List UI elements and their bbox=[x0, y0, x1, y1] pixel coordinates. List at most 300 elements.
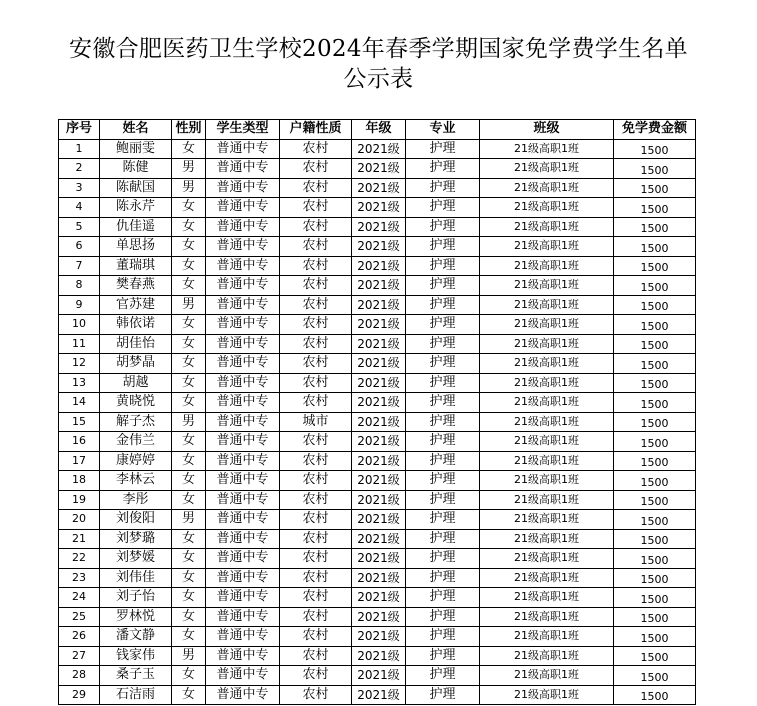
cell-seq: 20 bbox=[59, 510, 100, 530]
cell-gender: 女 bbox=[172, 237, 206, 257]
cell-gender: 女 bbox=[172, 471, 206, 491]
table-row bbox=[59, 412, 696, 432]
cell-class: 21级高职1班 bbox=[480, 393, 614, 413]
cell-seq: 19 bbox=[59, 490, 100, 510]
cell-seq: 28 bbox=[59, 666, 100, 686]
table-row bbox=[59, 237, 696, 257]
table-row bbox=[59, 588, 696, 608]
cell-gender: 男 bbox=[172, 510, 206, 530]
cell-student-type: 普通中专 bbox=[206, 373, 280, 393]
cell-student-type: 普通中专 bbox=[206, 178, 280, 198]
cell-household: 农村 bbox=[280, 139, 352, 159]
cell-gender: 女 bbox=[172, 666, 206, 686]
cell-name: 陈献国 bbox=[100, 178, 172, 198]
cell-student-type: 普通中专 bbox=[206, 607, 280, 627]
cell-major: 护理 bbox=[406, 198, 480, 218]
table-row bbox=[59, 568, 696, 588]
cell-class: 21级高职1班 bbox=[480, 412, 614, 432]
table-row bbox=[59, 646, 696, 666]
cell-household: 农村 bbox=[280, 451, 352, 471]
cell-household: 农村 bbox=[280, 256, 352, 276]
table-row bbox=[59, 334, 696, 354]
cell-name: 李彤 bbox=[100, 490, 172, 510]
table-row bbox=[59, 198, 696, 218]
cell-class: 21级高职1班 bbox=[480, 295, 614, 315]
cell-class: 21级高职1班 bbox=[480, 159, 614, 179]
header-row bbox=[59, 120, 696, 140]
cell-amount: 1500 bbox=[614, 666, 696, 686]
cell-seq: 22 bbox=[59, 549, 100, 569]
cell-class: 21级高职1班 bbox=[480, 178, 614, 198]
cell-seq: 16 bbox=[59, 432, 100, 452]
cell-name: 樊春燕 bbox=[100, 276, 172, 296]
cell-major: 护理 bbox=[406, 139, 480, 159]
cell-major: 护理 bbox=[406, 237, 480, 257]
table-row bbox=[59, 471, 696, 491]
table-row bbox=[59, 217, 696, 237]
table-row bbox=[59, 373, 696, 393]
cell-major: 护理 bbox=[406, 393, 480, 413]
cell-seq: 29 bbox=[59, 685, 100, 705]
cell-student-type: 普通中专 bbox=[206, 432, 280, 452]
cell-gender: 男 bbox=[172, 295, 206, 315]
cell-student-type: 普通中专 bbox=[206, 471, 280, 491]
cell-name: 刘伟佳 bbox=[100, 568, 172, 588]
cell-household: 农村 bbox=[280, 588, 352, 608]
cell-amount: 1500 bbox=[614, 432, 696, 452]
cell-grade: 2021级 bbox=[352, 334, 406, 354]
cell-gender: 女 bbox=[172, 529, 206, 549]
cell-major: 护理 bbox=[406, 373, 480, 393]
cell-name: 仇佳遥 bbox=[100, 217, 172, 237]
cell-household: 农村 bbox=[280, 178, 352, 198]
cell-household: 农村 bbox=[280, 276, 352, 296]
cell-gender: 女 bbox=[172, 373, 206, 393]
cell-gender: 男 bbox=[172, 646, 206, 666]
cell-household: 农村 bbox=[280, 549, 352, 569]
cell-grade: 2021级 bbox=[352, 451, 406, 471]
cell-gender: 女 bbox=[172, 217, 206, 237]
cell-grade: 2021级 bbox=[352, 549, 406, 569]
cell-amount: 1500 bbox=[614, 139, 696, 159]
cell-seq: 6 bbox=[59, 237, 100, 257]
cell-seq: 4 bbox=[59, 198, 100, 218]
cell-name: 解子杰 bbox=[100, 412, 172, 432]
cell-household: 农村 bbox=[280, 354, 352, 374]
cell-household: 农村 bbox=[280, 432, 352, 452]
cell-student-type: 普通中专 bbox=[206, 393, 280, 413]
header-name: 姓名 bbox=[100, 120, 172, 140]
cell-seq: 17 bbox=[59, 451, 100, 471]
cell-gender: 女 bbox=[172, 588, 206, 608]
cell-class: 21级高职1班 bbox=[480, 471, 614, 491]
cell-amount: 1500 bbox=[614, 276, 696, 296]
cell-seq: 2 bbox=[59, 159, 100, 179]
cell-amount: 1500 bbox=[614, 412, 696, 432]
cell-amount: 1500 bbox=[614, 568, 696, 588]
cell-name: 金伟兰 bbox=[100, 432, 172, 452]
table-body bbox=[59, 139, 696, 705]
cell-student-type: 普通中专 bbox=[206, 217, 280, 237]
cell-amount: 1500 bbox=[614, 178, 696, 198]
cell-name: 刘子怡 bbox=[100, 588, 172, 608]
table-row bbox=[59, 627, 696, 647]
cell-grade: 2021级 bbox=[352, 354, 406, 374]
cell-class: 21级高职1班 bbox=[480, 627, 614, 647]
table-row bbox=[59, 295, 696, 315]
table-row bbox=[59, 451, 696, 471]
cell-student-type: 普通中专 bbox=[206, 237, 280, 257]
cell-gender: 女 bbox=[172, 607, 206, 627]
table-row bbox=[59, 510, 696, 530]
cell-grade: 2021级 bbox=[352, 510, 406, 530]
cell-student-type: 普通中专 bbox=[206, 568, 280, 588]
cell-major: 护理 bbox=[406, 217, 480, 237]
cell-gender: 女 bbox=[172, 490, 206, 510]
table-row bbox=[59, 529, 696, 549]
cell-major: 护理 bbox=[406, 412, 480, 432]
cell-grade: 2021级 bbox=[352, 685, 406, 705]
header-amount: 免学费金额 bbox=[614, 120, 696, 140]
cell-major: 护理 bbox=[406, 451, 480, 471]
cell-amount: 1500 bbox=[614, 588, 696, 608]
student-list-table bbox=[58, 119, 696, 705]
cell-seq: 23 bbox=[59, 568, 100, 588]
cell-gender: 女 bbox=[172, 393, 206, 413]
cell-seq: 7 bbox=[59, 256, 100, 276]
cell-amount: 1500 bbox=[614, 393, 696, 413]
header-gender: 性别 bbox=[172, 120, 206, 140]
cell-seq: 25 bbox=[59, 607, 100, 627]
cell-class: 21级高职1班 bbox=[480, 451, 614, 471]
cell-gender: 女 bbox=[172, 354, 206, 374]
cell-seq: 3 bbox=[59, 178, 100, 198]
header-seq: 序号 bbox=[59, 120, 100, 140]
table-row bbox=[59, 490, 696, 510]
cell-grade: 2021级 bbox=[352, 666, 406, 686]
cell-class: 21级高职1班 bbox=[480, 666, 614, 686]
cell-class: 21级高职1班 bbox=[480, 685, 614, 705]
table-row bbox=[59, 393, 696, 413]
table-row bbox=[59, 276, 696, 296]
cell-gender: 女 bbox=[172, 627, 206, 647]
header-major: 专业 bbox=[406, 120, 480, 140]
cell-class: 21级高职1班 bbox=[480, 139, 614, 159]
cell-student-type: 普通中专 bbox=[206, 354, 280, 374]
table-row bbox=[59, 256, 696, 276]
cell-household: 农村 bbox=[280, 373, 352, 393]
cell-class: 21级高职1班 bbox=[480, 490, 614, 510]
cell-name: 石洁雨 bbox=[100, 685, 172, 705]
cell-household: 农村 bbox=[280, 198, 352, 218]
table-row bbox=[59, 432, 696, 452]
cell-grade: 2021级 bbox=[352, 568, 406, 588]
cell-student-type: 普通中专 bbox=[206, 529, 280, 549]
cell-class: 21级高职1班 bbox=[480, 237, 614, 257]
cell-seq: 10 bbox=[59, 315, 100, 335]
cell-seq: 21 bbox=[59, 529, 100, 549]
cell-seq: 26 bbox=[59, 627, 100, 647]
cell-grade: 2021级 bbox=[352, 393, 406, 413]
cell-class: 21级高职1班 bbox=[480, 510, 614, 530]
cell-name: 陈永芹 bbox=[100, 198, 172, 218]
cell-major: 护理 bbox=[406, 354, 480, 374]
cell-seq: 11 bbox=[59, 334, 100, 354]
cell-amount: 1500 bbox=[614, 159, 696, 179]
header-household: 户籍性质 bbox=[280, 120, 352, 140]
cell-grade: 2021级 bbox=[352, 646, 406, 666]
cell-household: 农村 bbox=[280, 159, 352, 179]
cell-grade: 2021级 bbox=[352, 276, 406, 296]
cell-name: 李林云 bbox=[100, 471, 172, 491]
cell-gender: 男 bbox=[172, 159, 206, 179]
cell-student-type: 普通中专 bbox=[206, 451, 280, 471]
cell-name: 刘梦媛 bbox=[100, 549, 172, 569]
cell-major: 护理 bbox=[406, 646, 480, 666]
cell-class: 21级高职1班 bbox=[480, 646, 614, 666]
cell-amount: 1500 bbox=[614, 373, 696, 393]
cell-class: 21级高职1班 bbox=[480, 217, 614, 237]
cell-gender: 男 bbox=[172, 178, 206, 198]
cell-amount: 1500 bbox=[614, 471, 696, 491]
cell-major: 护理 bbox=[406, 432, 480, 452]
cell-household: 农村 bbox=[280, 685, 352, 705]
table-row bbox=[59, 159, 696, 179]
cell-amount: 1500 bbox=[614, 334, 696, 354]
cell-seq: 13 bbox=[59, 373, 100, 393]
cell-name: 胡佳怡 bbox=[100, 334, 172, 354]
cell-major: 护理 bbox=[406, 666, 480, 686]
cell-seq: 12 bbox=[59, 354, 100, 374]
cell-amount: 1500 bbox=[614, 646, 696, 666]
cell-amount: 1500 bbox=[614, 529, 696, 549]
cell-name: 刘俊阳 bbox=[100, 510, 172, 530]
cell-household: 农村 bbox=[280, 510, 352, 530]
cell-class: 21级高职1班 bbox=[480, 276, 614, 296]
cell-class: 21级高职1班 bbox=[480, 607, 614, 627]
cell-amount: 1500 bbox=[614, 237, 696, 257]
table-row bbox=[59, 315, 696, 335]
cell-name: 黄晓悦 bbox=[100, 393, 172, 413]
cell-household: 城市 bbox=[280, 412, 352, 432]
cell-name: 刘梦璐 bbox=[100, 529, 172, 549]
cell-amount: 1500 bbox=[614, 549, 696, 569]
cell-seq: 24 bbox=[59, 588, 100, 608]
cell-name: 胡越 bbox=[100, 373, 172, 393]
cell-major: 护理 bbox=[406, 315, 480, 335]
cell-gender: 女 bbox=[172, 432, 206, 452]
cell-amount: 1500 bbox=[614, 685, 696, 705]
cell-gender: 女 bbox=[172, 139, 206, 159]
table-row bbox=[59, 666, 696, 686]
page-title bbox=[0, 34, 757, 94]
cell-student-type: 普通中专 bbox=[206, 490, 280, 510]
cell-major: 护理 bbox=[406, 159, 480, 179]
cell-amount: 1500 bbox=[614, 607, 696, 627]
cell-name: 董瑞琪 bbox=[100, 256, 172, 276]
cell-seq: 14 bbox=[59, 393, 100, 413]
cell-grade: 2021级 bbox=[352, 198, 406, 218]
cell-student-type: 普通中专 bbox=[206, 295, 280, 315]
cell-class: 21级高职1班 bbox=[480, 315, 614, 335]
cell-major: 护理 bbox=[406, 510, 480, 530]
cell-class: 21级高职1班 bbox=[480, 568, 614, 588]
table-row bbox=[59, 685, 696, 705]
cell-seq: 15 bbox=[59, 412, 100, 432]
cell-amount: 1500 bbox=[614, 451, 696, 471]
cell-class: 21级高职1班 bbox=[480, 334, 614, 354]
cell-seq: 18 bbox=[59, 471, 100, 491]
cell-major: 护理 bbox=[406, 549, 480, 569]
cell-seq: 5 bbox=[59, 217, 100, 237]
table-row bbox=[59, 178, 696, 198]
cell-household: 农村 bbox=[280, 607, 352, 627]
cell-name: 胡梦晶 bbox=[100, 354, 172, 374]
cell-name: 陈健 bbox=[100, 159, 172, 179]
cell-gender: 女 bbox=[172, 256, 206, 276]
table-row bbox=[59, 549, 696, 569]
cell-student-type: 普通中专 bbox=[206, 549, 280, 569]
cell-class: 21级高职1班 bbox=[480, 373, 614, 393]
cell-household: 农村 bbox=[280, 490, 352, 510]
cell-class: 21级高职1班 bbox=[480, 432, 614, 452]
table-row bbox=[59, 139, 696, 159]
cell-name: 鲍丽雯 bbox=[100, 139, 172, 159]
cell-gender: 女 bbox=[172, 685, 206, 705]
cell-student-type: 普通中专 bbox=[206, 685, 280, 705]
cell-student-type: 普通中专 bbox=[206, 334, 280, 354]
cell-household: 农村 bbox=[280, 393, 352, 413]
cell-student-type: 普通中专 bbox=[206, 276, 280, 296]
cell-major: 护理 bbox=[406, 295, 480, 315]
cell-student-type: 普通中专 bbox=[206, 159, 280, 179]
cell-class: 21级高职1班 bbox=[480, 588, 614, 608]
cell-class: 21级高职1班 bbox=[480, 354, 614, 374]
cell-household: 农村 bbox=[280, 471, 352, 491]
cell-household: 农村 bbox=[280, 666, 352, 686]
header-class: 班级 bbox=[480, 120, 614, 140]
cell-amount: 1500 bbox=[614, 315, 696, 335]
cell-name: 钱家伟 bbox=[100, 646, 172, 666]
cell-grade: 2021级 bbox=[352, 412, 406, 432]
cell-household: 农村 bbox=[280, 529, 352, 549]
cell-amount: 1500 bbox=[614, 627, 696, 647]
cell-household: 农村 bbox=[280, 217, 352, 237]
cell-amount: 1500 bbox=[614, 256, 696, 276]
cell-grade: 2021级 bbox=[352, 607, 406, 627]
cell-household: 农村 bbox=[280, 295, 352, 315]
cell-major: 护理 bbox=[406, 588, 480, 608]
cell-grade: 2021级 bbox=[352, 178, 406, 198]
cell-household: 农村 bbox=[280, 315, 352, 335]
cell-major: 护理 bbox=[406, 178, 480, 198]
cell-name: 单思扬 bbox=[100, 237, 172, 257]
header-grade: 年级 bbox=[352, 120, 406, 140]
header-student-type: 学生类型 bbox=[206, 120, 280, 140]
cell-amount: 1500 bbox=[614, 198, 696, 218]
cell-student-type: 普通中专 bbox=[206, 256, 280, 276]
cell-major: 护理 bbox=[406, 607, 480, 627]
cell-grade: 2021级 bbox=[352, 295, 406, 315]
cell-grade: 2021级 bbox=[352, 490, 406, 510]
cell-amount: 1500 bbox=[614, 295, 696, 315]
table-row bbox=[59, 354, 696, 374]
cell-name: 桑子玉 bbox=[100, 666, 172, 686]
cell-seq: 1 bbox=[59, 139, 100, 159]
cell-student-type: 普通中专 bbox=[206, 588, 280, 608]
cell-grade: 2021级 bbox=[352, 432, 406, 452]
cell-seq: 8 bbox=[59, 276, 100, 296]
cell-grade: 2021级 bbox=[352, 256, 406, 276]
cell-name: 罗林悦 bbox=[100, 607, 172, 627]
cell-student-type: 普通中专 bbox=[206, 139, 280, 159]
cell-amount: 1500 bbox=[614, 354, 696, 374]
cell-grade: 2021级 bbox=[352, 373, 406, 393]
title-line-2: 公示表 bbox=[343, 66, 414, 92]
cell-student-type: 普通中专 bbox=[206, 666, 280, 686]
cell-student-type: 普通中专 bbox=[206, 198, 280, 218]
cell-household: 农村 bbox=[280, 646, 352, 666]
cell-class: 21级高职1班 bbox=[480, 198, 614, 218]
cell-grade: 2021级 bbox=[352, 159, 406, 179]
cell-gender: 女 bbox=[172, 568, 206, 588]
cell-gender: 女 bbox=[172, 315, 206, 335]
cell-grade: 2021级 bbox=[352, 139, 406, 159]
cell-major: 护理 bbox=[406, 627, 480, 647]
cell-grade: 2021级 bbox=[352, 471, 406, 491]
cell-seq: 27 bbox=[59, 646, 100, 666]
cell-gender: 女 bbox=[172, 198, 206, 218]
cell-grade: 2021级 bbox=[352, 315, 406, 335]
cell-major: 护理 bbox=[406, 568, 480, 588]
cell-household: 农村 bbox=[280, 237, 352, 257]
cell-grade: 2021级 bbox=[352, 237, 406, 257]
cell-grade: 2021级 bbox=[352, 529, 406, 549]
cell-gender: 女 bbox=[172, 276, 206, 296]
cell-major: 护理 bbox=[406, 529, 480, 549]
cell-name: 韩依诺 bbox=[100, 315, 172, 335]
cell-name: 官苏建 bbox=[100, 295, 172, 315]
cell-major: 护理 bbox=[406, 256, 480, 276]
cell-household: 农村 bbox=[280, 568, 352, 588]
cell-class: 21级高职1班 bbox=[480, 256, 614, 276]
cell-household: 农村 bbox=[280, 627, 352, 647]
cell-major: 护理 bbox=[406, 334, 480, 354]
cell-amount: 1500 bbox=[614, 510, 696, 530]
cell-gender: 女 bbox=[172, 451, 206, 471]
cell-name: 潘文静 bbox=[100, 627, 172, 647]
table-row bbox=[59, 607, 696, 627]
cell-seq: 9 bbox=[59, 295, 100, 315]
cell-gender: 女 bbox=[172, 334, 206, 354]
cell-student-type: 普通中专 bbox=[206, 510, 280, 530]
cell-student-type: 普通中专 bbox=[206, 627, 280, 647]
cell-amount: 1500 bbox=[614, 490, 696, 510]
cell-gender: 女 bbox=[172, 549, 206, 569]
cell-household: 农村 bbox=[280, 334, 352, 354]
cell-grade: 2021级 bbox=[352, 627, 406, 647]
cell-class: 21级高职1班 bbox=[480, 549, 614, 569]
cell-student-type: 普通中专 bbox=[206, 646, 280, 666]
cell-major: 护理 bbox=[406, 471, 480, 491]
cell-gender: 男 bbox=[172, 412, 206, 432]
cell-student-type: 普通中专 bbox=[206, 315, 280, 335]
cell-class: 21级高职1班 bbox=[480, 529, 614, 549]
title-line-1: 安徽合肥医药卫生学校2024年春季学期国家免学费学生名单 bbox=[69, 36, 688, 62]
cell-amount: 1500 bbox=[614, 217, 696, 237]
cell-major: 护理 bbox=[406, 276, 480, 296]
cell-student-type: 普通中专 bbox=[206, 412, 280, 432]
